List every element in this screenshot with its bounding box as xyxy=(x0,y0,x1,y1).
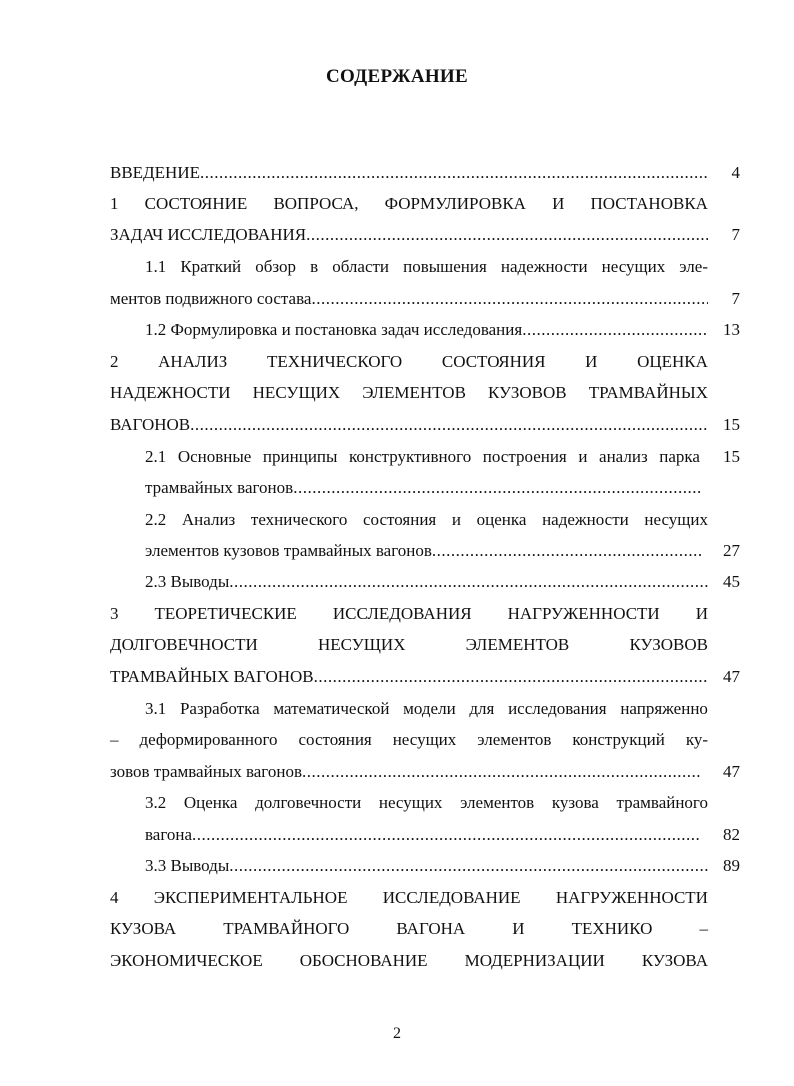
word: 3.2 xyxy=(145,793,167,812)
word: долговечности xyxy=(255,793,362,812)
word: 4 xyxy=(110,888,119,907)
word: И xyxy=(512,919,525,938)
word: СОСТОЯНИЕ xyxy=(144,194,248,213)
word: СОСТОЯНИЯ xyxy=(441,352,546,371)
word: принципы xyxy=(262,447,338,466)
page-title: СОДЕРЖАНИЕ xyxy=(326,66,468,87)
dot-leader xyxy=(190,412,708,438)
toc-page-number: 82 xyxy=(723,825,740,844)
word: ЭКОНОМИЧЕСКОЕ xyxy=(110,951,263,970)
word: и xyxy=(578,447,588,466)
toc-page-number: 13 xyxy=(723,320,740,339)
toc-page-number: 4 xyxy=(731,163,740,182)
toc-label: ментов подвижного состава xyxy=(110,289,312,308)
dot-leader xyxy=(229,853,708,879)
word: И xyxy=(585,352,598,371)
toc-page-number: 15 xyxy=(723,415,740,434)
dot-leader xyxy=(293,475,701,501)
toc-section-3-2-line-1 xyxy=(145,790,708,816)
word: состояния xyxy=(298,730,372,749)
word: и xyxy=(451,510,461,529)
word: КУЗОВА xyxy=(641,951,708,970)
toc-section-2-2-line-1 xyxy=(145,507,708,533)
toc-section-2-1-line-1 xyxy=(145,444,700,470)
word: 1 xyxy=(110,194,119,213)
toc-page-number: 7 xyxy=(731,225,740,244)
word: конструкций xyxy=(572,730,665,749)
toc-section-1-2[interactable] xyxy=(145,317,708,343)
toc-chapter-3-line-3[interactable] xyxy=(110,664,708,690)
word: состояния xyxy=(363,510,437,529)
word: математической xyxy=(273,699,390,718)
word: ТРАМВАЙНЫХ xyxy=(588,383,708,402)
toc-label: ВАГОНОВ xyxy=(110,415,191,434)
word: АНАЛИЗ xyxy=(158,352,228,371)
toc-section-2-1-line-2[interactable] xyxy=(145,475,701,501)
word: оценка xyxy=(476,510,527,529)
word: КУЗОВОВ xyxy=(629,635,708,654)
word: НЕСУЩИХ xyxy=(317,635,406,654)
toc-entry-intro[interactable] xyxy=(110,160,708,186)
toc-page-number: 47 xyxy=(723,762,740,781)
toc-chapter-1-line-2[interactable] xyxy=(110,222,708,248)
word: Разработка xyxy=(179,699,260,718)
word: Анализ xyxy=(181,510,236,529)
word: НАДЕЖНОСТИ xyxy=(110,383,231,402)
word: ТРАМВАЙНОГО xyxy=(223,919,350,938)
toc-chapter-4-line-1 xyxy=(110,885,708,911)
dot-leader xyxy=(522,317,708,343)
dot-leader xyxy=(192,822,701,848)
word: ку- xyxy=(685,730,708,749)
word: ВАГОНА xyxy=(396,919,466,938)
toc-chapter-2-line-3[interactable] xyxy=(110,412,708,438)
toc-section-3-1-line-2 xyxy=(110,727,708,753)
word: ЭЛЕМЕНТОВ xyxy=(465,635,570,654)
word: несущих xyxy=(644,510,708,529)
word: парка xyxy=(659,447,700,466)
word: ДОЛГОВЕЧНОСТИ xyxy=(110,635,258,654)
word: НЕСУЩИХ xyxy=(252,383,341,402)
word: КУЗОВОВ xyxy=(488,383,567,402)
toc-label: 2.3 Выводы xyxy=(145,572,230,591)
dot-leader xyxy=(311,286,708,312)
word: несущих xyxy=(392,730,457,749)
word: конструктивного xyxy=(349,447,472,466)
toc-page-number: 15 xyxy=(723,447,740,466)
word: Основные xyxy=(177,447,252,466)
word: НАГРУЖЕННОСТИ xyxy=(507,604,660,623)
toc-section-1-1-line-1 xyxy=(145,254,708,280)
word: ТЕОРЕТИЧЕСКИЕ xyxy=(154,604,297,623)
word: ТЕХНИЧЕСКОГО xyxy=(266,352,403,371)
toc-label: вагона xyxy=(145,825,193,844)
dot-leader xyxy=(302,759,701,785)
word: трамвайного xyxy=(616,793,708,812)
word: деформированного xyxy=(139,730,278,749)
word: ТЕХНИКО xyxy=(571,919,653,938)
word: 2.1 xyxy=(145,447,167,466)
toc-section-1-1-line-2[interactable] xyxy=(110,286,708,312)
toc-label: 1.2 Формулировка и постановка задач исследования xyxy=(145,320,523,339)
toc-chapter-3-line-1 xyxy=(110,601,708,627)
toc-section-2-2-line-2[interactable] xyxy=(145,538,701,564)
word: модели xyxy=(403,699,456,718)
word: повышения xyxy=(403,257,487,276)
toc-label: трамвайных вагонов xyxy=(145,478,294,497)
toc-chapter-3-line-2 xyxy=(110,632,708,658)
toc-chapter-2-line-1 xyxy=(110,349,708,375)
toc-label: ТРАМВАЙНЫХ ВАГОНОВ xyxy=(110,667,314,686)
word: построения xyxy=(482,447,567,466)
dot-leader xyxy=(432,538,701,564)
word: Оценка xyxy=(183,793,238,812)
word: надежности xyxy=(542,510,629,529)
word: для xyxy=(469,699,495,718)
toc-label: ЗАДАЧ ИССЛЕДОВАНИЯ xyxy=(110,225,307,244)
toc-section-3-1-line-3[interactable] xyxy=(110,759,701,785)
toc-page-number: 89 xyxy=(723,856,740,875)
word: несущих xyxy=(601,257,666,276)
toc-page-number: 27 xyxy=(723,541,740,560)
dot-leader xyxy=(306,222,708,248)
toc-label: ВВЕДЕНИЕ xyxy=(110,163,200,182)
word: НАГРУЖЕННОСТИ xyxy=(555,888,708,907)
toc-section-3-2-line-2[interactable] xyxy=(145,822,701,848)
word: ЭЛЕМЕНТОВ xyxy=(362,383,466,402)
toc-page-number: 47 xyxy=(723,667,740,686)
toc-chapter-4-line-2 xyxy=(110,916,708,942)
dot-leader xyxy=(200,160,708,186)
toc-section-3-1-line-1 xyxy=(145,696,708,722)
word: ФОРМУЛИРОВКА xyxy=(384,194,526,213)
word: ИССЛЕДОВАНИЯ xyxy=(332,604,472,623)
word: ОЦЕНКА xyxy=(637,352,708,371)
toc-label: 3.3 Выводы xyxy=(145,856,230,875)
word: напряженно xyxy=(620,699,708,718)
toc-label: элементов кузовов трамвайных вагонов xyxy=(145,541,432,560)
word: обзор xyxy=(255,257,296,276)
word: кузова xyxy=(551,793,599,812)
toc-page-number: 7 xyxy=(731,289,740,308)
word: элементов xyxy=(477,730,552,749)
toc-section-2-3[interactable] xyxy=(145,569,708,595)
dot-leader xyxy=(314,664,708,690)
toc-chapter-4-line-3 xyxy=(110,948,708,974)
word: 3 xyxy=(110,604,119,623)
word: КУЗОВА xyxy=(110,919,177,938)
word: ИССЛЕДОВАНИЕ xyxy=(382,888,521,907)
word: технического xyxy=(250,510,348,529)
word: – xyxy=(699,919,708,938)
word: исследования xyxy=(508,699,607,718)
word: элементов xyxy=(460,793,535,812)
toc-chapter-1-line-1 xyxy=(110,191,708,217)
word: 2 xyxy=(110,352,119,371)
word: – xyxy=(110,730,119,749)
word: И xyxy=(695,604,708,623)
word: 3.1 xyxy=(145,699,167,718)
word: эле- xyxy=(679,257,708,276)
toc-section-3-3[interactable] xyxy=(145,853,708,879)
page-number: 2 xyxy=(393,1025,401,1042)
toc-label: зовов трамвайных вагонов xyxy=(110,762,302,781)
word: области xyxy=(332,257,390,276)
dot-leader xyxy=(229,569,708,595)
toc-page-number: 45 xyxy=(723,572,740,591)
word: ЭКСПЕРИМЕНТАЛЬНОЕ xyxy=(153,888,348,907)
word: 1.1 xyxy=(145,257,167,276)
word: 2.2 xyxy=(145,510,167,529)
word: ПОСТАНОВКА xyxy=(590,194,708,213)
toc-chapter-2-line-2 xyxy=(110,380,708,406)
word: Краткий xyxy=(180,257,242,276)
word: МОДЕРНИЗАЦИИ xyxy=(464,951,605,970)
word: в xyxy=(310,257,319,276)
word: ОБОСНОВАНИЕ xyxy=(299,951,428,970)
word: И xyxy=(552,194,565,213)
word: анализ xyxy=(599,447,648,466)
word: несущих xyxy=(378,793,443,812)
word: ВОПРОСА, xyxy=(273,194,359,213)
word: надежности xyxy=(500,257,588,276)
